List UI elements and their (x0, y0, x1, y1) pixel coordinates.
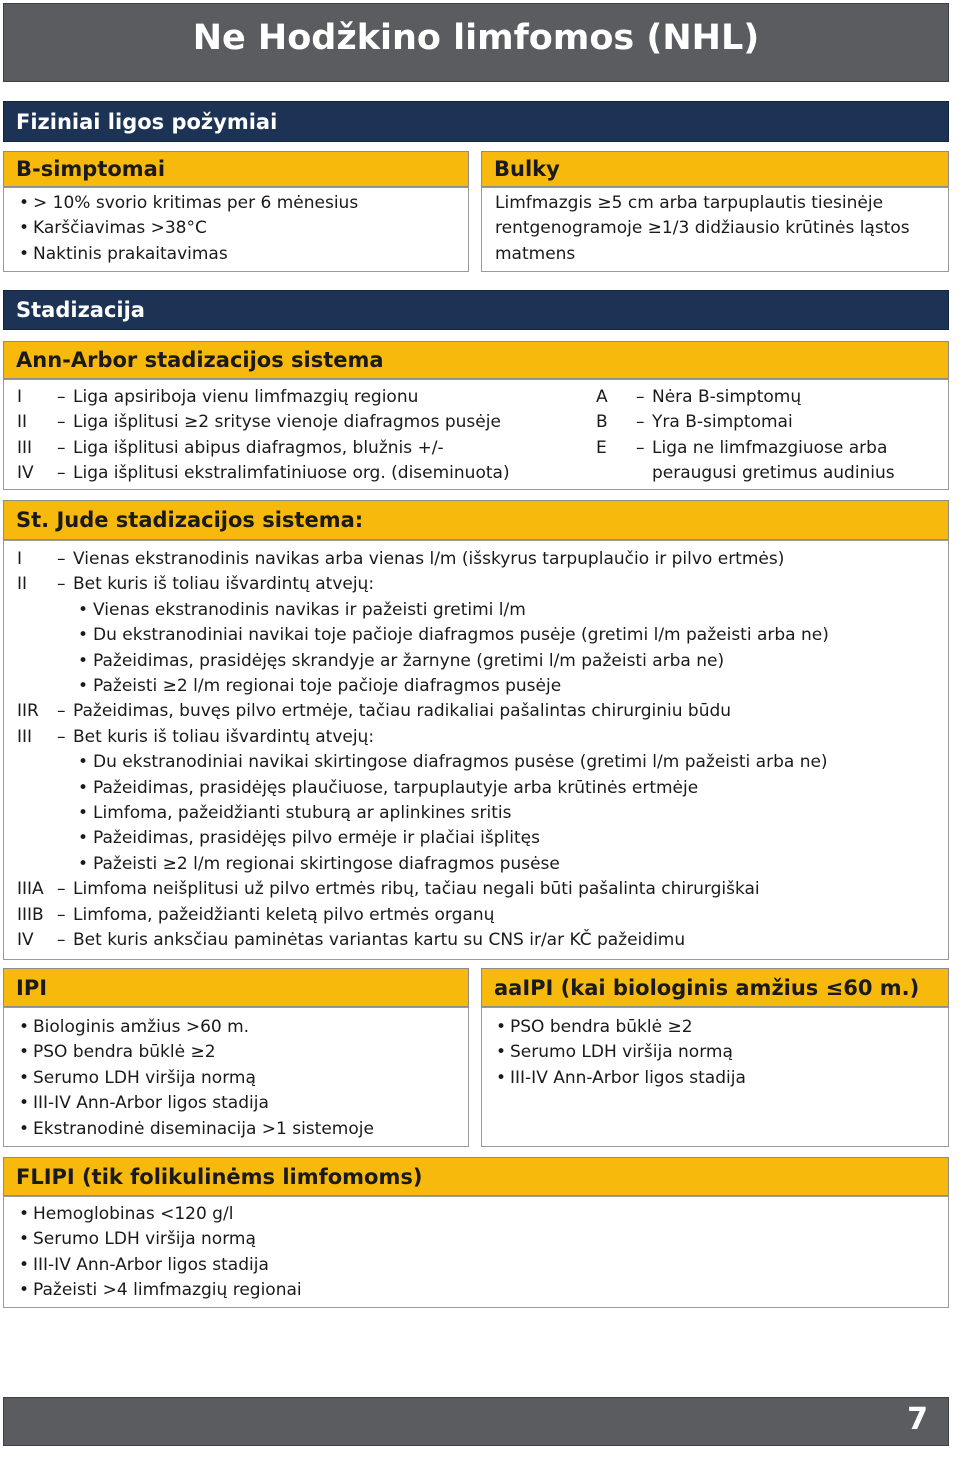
stage-text: Limfoma neišplitusi už pilvo ertmės ribų, tačiau negali būti pašalinta chirurgiškai (73, 879, 760, 900)
list-item: • Pažeisti ≥2 l/m regionai toje pačioje diafragmos pusėje (78, 674, 948, 699)
stage-label: IIR (17, 701, 39, 722)
stage-row (17, 928, 948, 953)
section-header-physical: Fiziniai ligos požymiai (3, 101, 949, 142)
bulky-line: matmens (495, 243, 576, 264)
suffix-label: A (596, 387, 608, 407)
bulky-heading: Bulky (481, 151, 949, 187)
stage-label: II (17, 412, 28, 433)
list-item: • Pažeidimas, prasidėjęs plaučiuose, tarpuplautyje arba krūtinės ertmėje (78, 776, 948, 801)
ann-arbor-box (3, 379, 949, 490)
dash: – (57, 549, 66, 569)
stage-text: Liga apsiriboja vienu limfmazgių regionu (73, 387, 419, 407)
stage-ii-sublist (78, 598, 948, 700)
dash: – (57, 930, 66, 951)
st-jude-box (3, 540, 949, 960)
suffix-row (596, 385, 941, 410)
dash: – (57, 574, 66, 595)
suffix-label: E (596, 437, 607, 458)
bulky-line: Limfmazgis ≥5 cm arba tarpuplautis tiesinėje (495, 193, 884, 213)
ipi-list (18, 1015, 468, 1142)
list-item: • Ekstranodinė diseminacija >1 sistemoje (18, 1117, 468, 1142)
bulky-box (481, 187, 949, 272)
dash: – (57, 463, 66, 484)
page-number: 7 (907, 1402, 928, 1437)
flipi-list (18, 1202, 948, 1304)
stage-text: Bet kuris anksčiau paminėtas variantas kartu su CNS ir/ar KČ pažeidimu (73, 930, 686, 951)
suffix-row (596, 436, 941, 461)
list-item: • PSO bendra būklė ≥2 (18, 1040, 468, 1065)
dash: – (57, 412, 66, 433)
aaipi-box (481, 1007, 949, 1147)
list-item: • Du ekstranodiniai navikai toje pačioje diafragmos pusėje (gretimi l/m pažeisti arba ne) (78, 623, 948, 648)
stage-label: I (17, 387, 23, 407)
list-item: • Pažeisti >4 limfmazgių regionai (18, 1278, 948, 1303)
suffix-text: Liga ne limfmazgiuose arba (652, 437, 888, 458)
stage-label: III (17, 726, 33, 747)
dash: – (636, 412, 645, 433)
st-jude-heading: St. Jude stadizacijos sistema: (3, 500, 949, 540)
title-bar (3, 3, 949, 82)
ipi-box (3, 1007, 469, 1147)
stage-label: IV (17, 463, 34, 484)
stage-row (17, 572, 948, 597)
dash: – (57, 387, 66, 407)
list-item: • Serumo LDH viršija normą (495, 1040, 948, 1065)
dash: – (57, 879, 66, 900)
list-item: • III-IV Ann-Arbor ligos stadija (18, 1091, 468, 1116)
list-item: • Naktinis prakaitavimas (18, 242, 468, 267)
ann-arbor-suffixes (596, 385, 941, 487)
suffix-text: Yra B-simptomai (652, 412, 793, 433)
stage-text: Bet kuris iš toliau išvardintų atvejų: (73, 574, 375, 595)
list-item: • Pažeidimas, prasidėjęs skrandyje ar žarnyne (gretimi l/m pažeisti arba ne) (78, 649, 948, 674)
list-item: • > 10% svorio kritimas per 6 mėnesius (18, 191, 468, 216)
list-item: • PSO bendra būklė ≥2 (495, 1015, 948, 1040)
list-item: • Hemoglobinas <120 g/l (18, 1202, 948, 1227)
stage-text: Liga išplitusi ≥2 srityse vienoje diafragmos pusėje (73, 412, 501, 433)
ann-arbor-heading: Ann-Arbor stadizacijos sistema (3, 341, 949, 379)
stage-text: Vienas ekstranodinis navikas arba vienas l/m (išskyrus tarpuplaučio ir pilvo ertmės) (73, 549, 785, 569)
list-item: • Vienas ekstranodinis navikas ir pažeisti gretimi l/m (78, 598, 948, 623)
stage-row (17, 385, 577, 410)
flipi-box (3, 1196, 949, 1308)
footer-bar (3, 1397, 949, 1446)
stage-row (17, 877, 948, 902)
list-item: • III-IV Ann-Arbor ligos stadija (18, 1253, 948, 1278)
stage-iii-sublist (78, 750, 948, 877)
dash: – (57, 726, 66, 747)
bulky-line: rentgenogramoje ≥1/3 didžiausio krūtinės ląstos (495, 218, 910, 239)
stage-text: Limfoma, pažeidžianti keletą pilvo ertmės organų (73, 904, 495, 925)
stage-label: IV (17, 930, 34, 951)
dash: – (636, 437, 645, 458)
stage-label: IIIA (17, 879, 44, 900)
page-title: Ne Hodžkino limfomos (NHL) (192, 18, 760, 58)
list-item: • Pažeidimas, prasidėjęs pilvo ermėje ir plačiai išplitęs (78, 826, 948, 851)
stage-row (17, 903, 948, 928)
list-item: • Pažeisti ≥2 l/m regionai skirtingose diafragmos pusėse (78, 852, 948, 877)
list-item: • III-IV Ann-Arbor ligos stadija (495, 1066, 948, 1091)
ann-arbor-stages (17, 385, 577, 487)
stage-label: II (17, 574, 28, 595)
stage-row (17, 725, 948, 750)
stage-row (17, 547, 948, 572)
b-symptoms-list (18, 191, 468, 267)
list-item: • Limfoma, pažeidžianti stuburą ar aplinkines sritis (78, 801, 948, 826)
stage-text: Bet kuris iš toliau išvardintų atvejų: (73, 726, 375, 747)
list-item: • Serumo LDH viršija normą (18, 1227, 948, 1252)
dash: – (57, 701, 66, 722)
stage-row (17, 410, 577, 435)
list-item: • Biologinis amžius >60 m. (18, 1015, 468, 1040)
suffix-text-continued: peraugusi gretimus audinius (652, 463, 895, 484)
suffix-row (596, 461, 941, 486)
suffix-row (596, 410, 941, 435)
dash: – (636, 387, 645, 407)
suffix-text: Nėra B-simptomų (652, 387, 802, 407)
b-symptoms-heading: B-simptomai (3, 151, 469, 187)
list-item: • Du ekstranodiniai navikai skirtingose diafragmos pusėse (gretimi l/m pažeisti arba ne) (78, 750, 948, 775)
aaipi-heading: aaIPI (kai biologinis amžius ≤60 m.) (481, 968, 949, 1007)
section-header-staging: Stadizacija (3, 290, 949, 330)
flipi-heading: FLIPI (tik folikulinėms limfomoms) (3, 1157, 949, 1196)
stage-label: III (17, 437, 33, 458)
suffix-label: B (596, 412, 608, 433)
ipi-heading: IPI (3, 968, 469, 1007)
stage-label: I (17, 549, 23, 569)
stage-text: Liga išplitusi abipus diafragmos, blužnis +/- (73, 437, 444, 458)
stage-label: IIIB (17, 904, 44, 925)
stage-text: Liga išplitusi ekstralimfatiniuose org. (diseminuota) (73, 463, 510, 484)
aaipi-list (495, 1015, 948, 1091)
list-item: • Serumo LDH viršija normą (18, 1066, 468, 1091)
dash: – (57, 437, 66, 458)
list-item: • Karščiavimas >38°C (18, 216, 468, 241)
dash: – (57, 904, 66, 925)
stage-row (17, 436, 577, 461)
stage-row (17, 699, 948, 724)
b-symptoms-box (3, 187, 469, 272)
stage-text: Pažeidimas, buvęs pilvo ertmėje, tačiau radikaliai pašalintas chirurginiu būdu (73, 701, 732, 722)
stage-row (17, 461, 577, 486)
